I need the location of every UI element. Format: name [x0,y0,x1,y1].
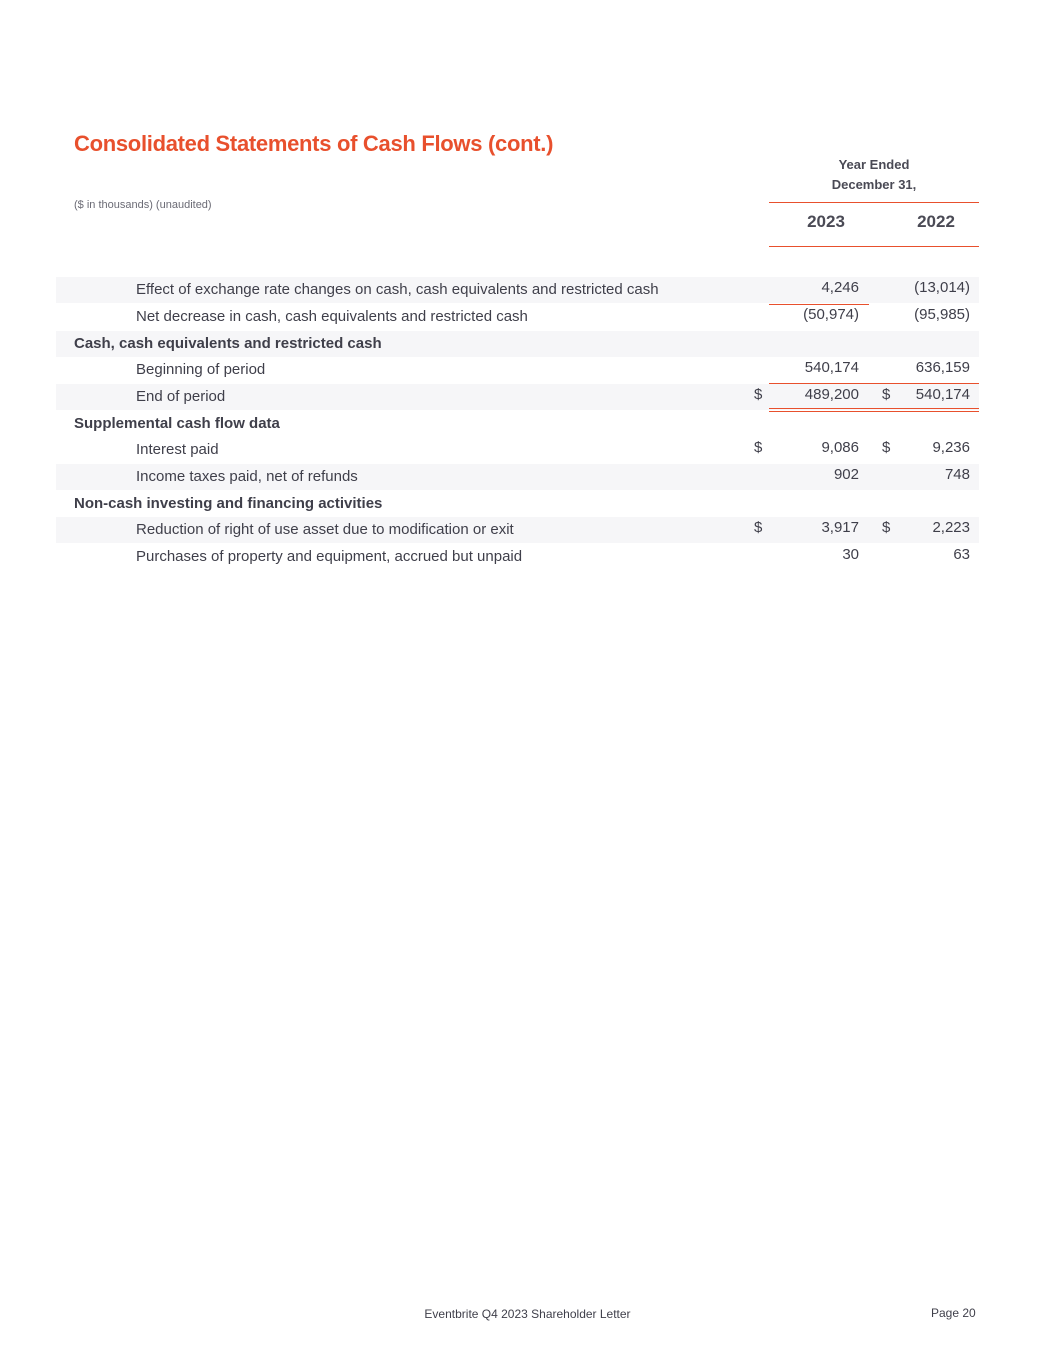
currency-symbol: $ [754,386,763,403]
value-2023: 540,174 [804,359,859,376]
value-2022: 63 [953,546,970,563]
table-row [56,277,979,303]
table-row [56,517,979,543]
row-label: Reduction of right of use asset due to modification or exit [136,521,514,538]
table-row [56,304,979,330]
value-2022: 9,236 [932,439,970,456]
section-row [56,411,979,437]
value-2023: 4,246 [821,279,859,296]
value-2023: 3,917 [821,519,859,536]
value-2023: (50,974) [803,306,859,323]
value-2023: 30 [842,546,859,563]
row-label: Beginning of period [136,361,266,378]
section-row [56,491,979,517]
value-2022: 748 [944,466,970,483]
currency-symbol: $ [882,386,891,403]
row-label: Net decrease in cash, cash equivalents and restricted cash [136,308,528,325]
page-number-value: 20 [962,1306,976,1320]
year-2022-header: 2022 [917,212,955,231]
currency-symbol: $ [882,439,891,456]
period-line-2: December 31, [831,177,917,192]
row-label: Interest paid [136,441,219,458]
table-row [56,357,979,383]
value-2022: (13,014) [914,279,970,296]
value-2023: 902 [833,466,859,483]
value-2022: 540,174 [915,386,970,403]
footer-document-title: Eventbrite Q4 2023 Shareholder Letter [424,1307,631,1321]
currency-symbol: $ [754,519,763,536]
table-row [56,384,979,410]
currency-symbol: $ [754,439,763,456]
value-2022: (95,985) [914,306,970,323]
value-2023: 489,200 [804,386,859,403]
row-label: End of period [136,388,226,405]
page-number [931,1306,976,1320]
section-label: Cash, cash equivalents and restricted cash [74,335,382,352]
period-header [769,155,979,195]
section-label: Supplemental cash flow data [74,415,280,432]
section-row [56,331,979,357]
header-rule-top [769,202,979,203]
currency-symbol: $ [882,519,891,536]
table-row [56,544,979,570]
value-2022: 2,223 [932,519,970,536]
value-2023: 9,086 [821,439,859,456]
header-rule-bottom [769,246,979,247]
page-label: Page [931,1306,960,1320]
table-row [56,464,979,490]
statement-title: Consolidated Statements of Cash Flows (cont.) [74,131,554,156]
year-2023-header: 2023 [807,212,845,231]
total-double-rule [769,408,979,409]
row-label: Purchases of property and equipment, accrued but unpaid [136,548,523,565]
row-label: Income taxes paid, net of refunds [136,468,358,485]
row-label: Effect of exchange rate changes on cash, cash equivalents and restricted cash [136,281,659,298]
section-label: Non-cash investing and financing activities [74,495,383,512]
table-row [56,437,979,463]
period-line-1: Year Ended [838,157,910,172]
value-2022: 636,159 [915,359,970,376]
units-note: ($ in thousands) (unaudited) [74,199,212,211]
